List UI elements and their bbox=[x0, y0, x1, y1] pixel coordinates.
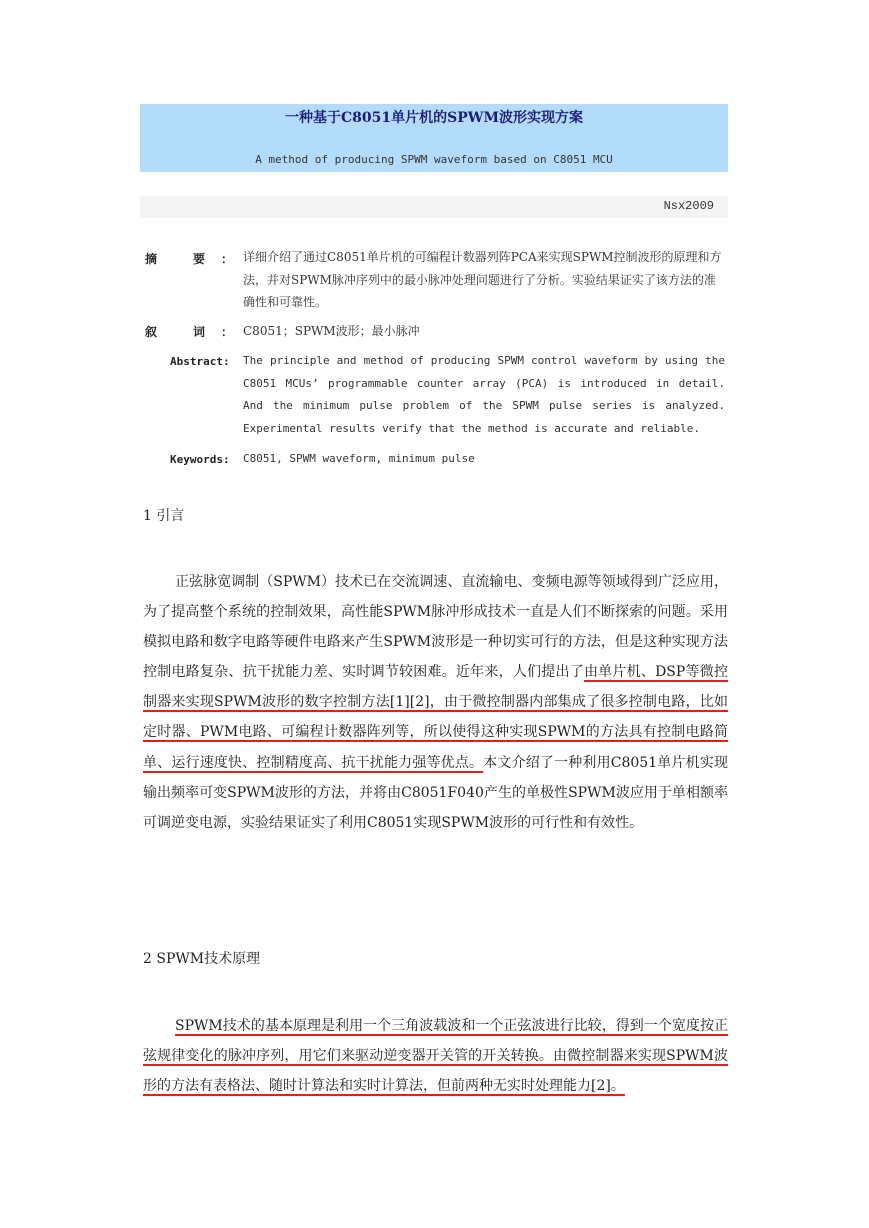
section2-heading: 2 SPWM技术原理 bbox=[143, 951, 261, 967]
keywords-en-text: C8051, SPWM waveform, minimum pulse bbox=[243, 452, 475, 465]
title-english: A method of producing SPWM waveform based on C8051 MCU bbox=[255, 153, 613, 166]
section2-underlined-text: SPWM技术的基本原理是利用一个三角波载波和一个正弦波进行比较，得到一个宽度按正弦规律变化的脉冲序列，用它们来驱动逆变器开关管的开关转换。由微控制器来实现SPWM波形的方法有表格法、随时计算法和实时计算法，但前两种无实时处理能力[2]。 bbox=[143, 1018, 728, 1095]
section1-tail-text: 本文介绍了一种利用C8051单片机实现输出频率可变SPWM波形的方法，并将由C8051F040产生的单极性SPWM波应用于单相额率可调逆变电源，实验结果证实了利用C8051实现SPWM波形的可行性和有效性。 bbox=[143, 754, 728, 831]
section1-paragraph bbox=[143, 567, 728, 838]
keywords-cn-text: C8051；SPWM波形；最小脉冲 bbox=[243, 324, 420, 338]
abstract-cn-text: 详细介绍了通过C8051单片机的可编程计数器列阵PCA来实现SPWM控制波形的原理和方法，并对SPWM脉冲序列中的最小脉冲处理问题进行了分析。实验结果证实了该方法的准确性和可靠性。 bbox=[243, 250, 722, 310]
keywords-en-label: Keywords: bbox=[170, 453, 230, 466]
title-band bbox=[140, 104, 728, 172]
author-name: Nsx2009 bbox=[663, 199, 714, 213]
title-chinese: 一种基于C8051单片机的SPWM波形实现方案 bbox=[285, 110, 583, 126]
section2-paragraph bbox=[143, 1011, 728, 1101]
abstract-cn-label: 摘 要： bbox=[145, 252, 233, 266]
section1-heading: 1 引言 bbox=[143, 508, 185, 524]
abstract-en-text: The principle and method of producing SPWM control waveform by using the C8051 MCUs’ programmable counter array (PCA) is introduced in detail. And the minimum pulse problem of the SPWM pulse series is analyzed. Experimental results verify that the method is accurate and reliable. bbox=[243, 354, 725, 435]
keywords-cn-label: 叙 词： bbox=[145, 325, 233, 339]
abstract-en-label: Abstract: bbox=[170, 355, 230, 368]
author-band bbox=[140, 196, 728, 218]
section1-underlined-text: 由单片机、DSP等微控制器来实现SPWM波形的数字控制方法[1][2]，由于微控制器内部集成了很多控制电路，比如定时器、PWM电路、可编程计数器阵列等，所以使得这种实现SPWM的方法具有控制电路简单、运行速度快、控制精度高、抗干扰能力强等优点。 bbox=[143, 664, 728, 771]
section1-text: 正弦脉宽调制（SPWM）技术已在交流调速、直流输电、变频电源等领域得到广泛应用，为了提高整个系统的控制效果，高性能SPWM脉冲形成技术一直是人们不断探索的问题。采用模拟电路和数字电路等硬件电路来产生SPWM波形是一种切实可行的方法，但是这种实现方法控制电路复杂、抗干扰能力差、实时调节较困难。近年来，人们提出了 bbox=[143, 574, 728, 681]
